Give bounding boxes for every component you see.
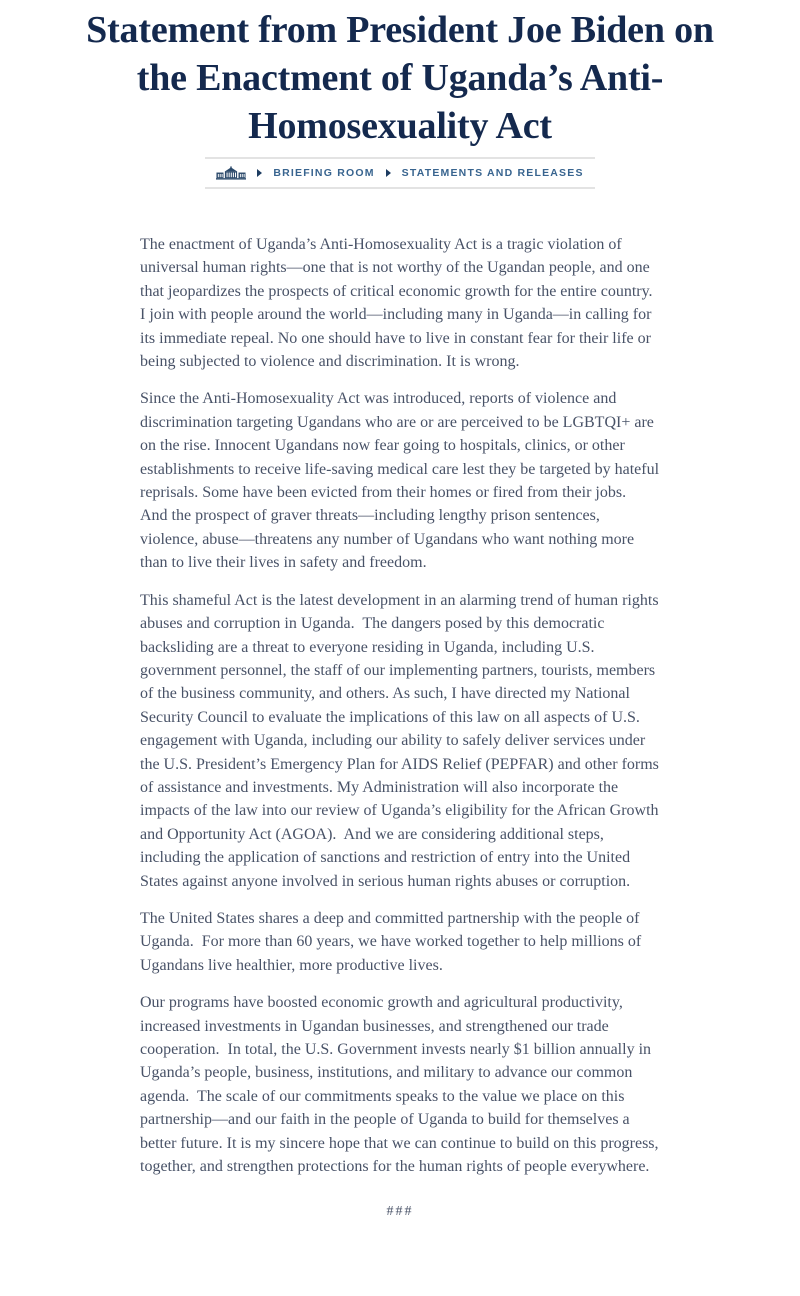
- whitehouse-icon: [216, 166, 246, 180]
- page-title-line: the Enactment of Uganda’s Anti-: [136, 57, 664, 99]
- whitehouse-home-link[interactable]: [216, 166, 246, 180]
- paragraph: The enactment of Uganda’s Anti-Homosexuality Act is a tragic violation of universal human rights—one that is not worthy of the Ugandan people, and one that jeopardizes the prospects of critical economic growth for the entire country. I join with people around the world—including many in Uganda—in calling for its immediate repeal. No one should have to live in constant fear for their life or being subjected to violence and discrimination. It is wrong.: [140, 236, 657, 371]
- statement-header: [0, 6, 800, 189]
- paragraph: The United States shares a deep and committed partnership with the people of Uganda. For more than 60 years, we have worked together to help millions of Ugandans live healthier, more productive lives.: [140, 909, 646, 974]
- chevron-right-icon: [257, 169, 262, 177]
- paragraph: This shameful Act is the latest development in an alarming trend of human rights abuses and corruption in Uganda. The dangers posed by this democratic backsliding are a threat to everyone residing in Uganda, including U.S. government personnel, the staff of our implementing partners, tourists, members of the business community, and others. As such, I have directed my National Security Council to evaluate the implications of this law on all aspects of U.S. engagement with Uganda, including our ability to safely deliver services under the U.S. President’s Emergency Plan for AIDS Relief (PEPFAR) and other forms of assistance and investments. My Administration will also incorporate the impacts of the law into our review of Uganda’s eligibility for the African Growth and Opportunity Act (AGOA). And we are considering additional steps, including the application of sanctions and restriction of entry into the United States against anyone involved in serious human rights abuses or corruption.: [140, 591, 663, 890]
- paragraph: Since the Anti-Homosexuality Act was introduced, reports of violence and discrimination targeting Ugandans who are or are perceived to be LGBTQI+ are on the rise. Innocent Ugandans now fear going to hospitals, clinics, or other establishments to receive life-saving medical care lest they be targeted by hateful reprisals. Some have been evicted from their homes or fired from their jobs. And the prospect of graver threats—including lengthy prison sentences, violence, abuse—threatens any number of Ugandans who want nothing more than to live their lives in safety and freedom.: [140, 390, 664, 572]
- statement-page: [0, 6, 800, 1296]
- chevron-right-icon: [386, 169, 391, 177]
- breadcrumb-statements-releases-link[interactable]: STATEMENTS AND RELEASES: [401, 167, 584, 179]
- statement-body: [140, 233, 664, 1220]
- page-title-line: Statement from President Joe Biden on: [86, 9, 714, 51]
- end-marker: ###: [386, 1204, 414, 1220]
- breadcrumb-briefing-room-link[interactable]: BRIEFING ROOM: [273, 167, 375, 179]
- page-title: [40, 6, 760, 150]
- breadcrumb: [205, 157, 595, 189]
- page-title-line: Homosexuality Act: [248, 105, 552, 147]
- paragraph: Our programs have boosted economic growth and agricultural productivity, increased investments in Ugandan businesses, and strengthened our trade cooperation. In total, the U.S. Government invests nearly $1 billion annually in Uganda’s people, business, institutions, and military to advance our common agenda. The scale of our commitments speaks to the value we place on this partnership—and our faith in the people of Uganda to build for themselves a better future. It is my sincere hope that we can continue to build on this progress, together, and strengthen protections for the human rights of people everywhere.: [140, 994, 663, 1176]
